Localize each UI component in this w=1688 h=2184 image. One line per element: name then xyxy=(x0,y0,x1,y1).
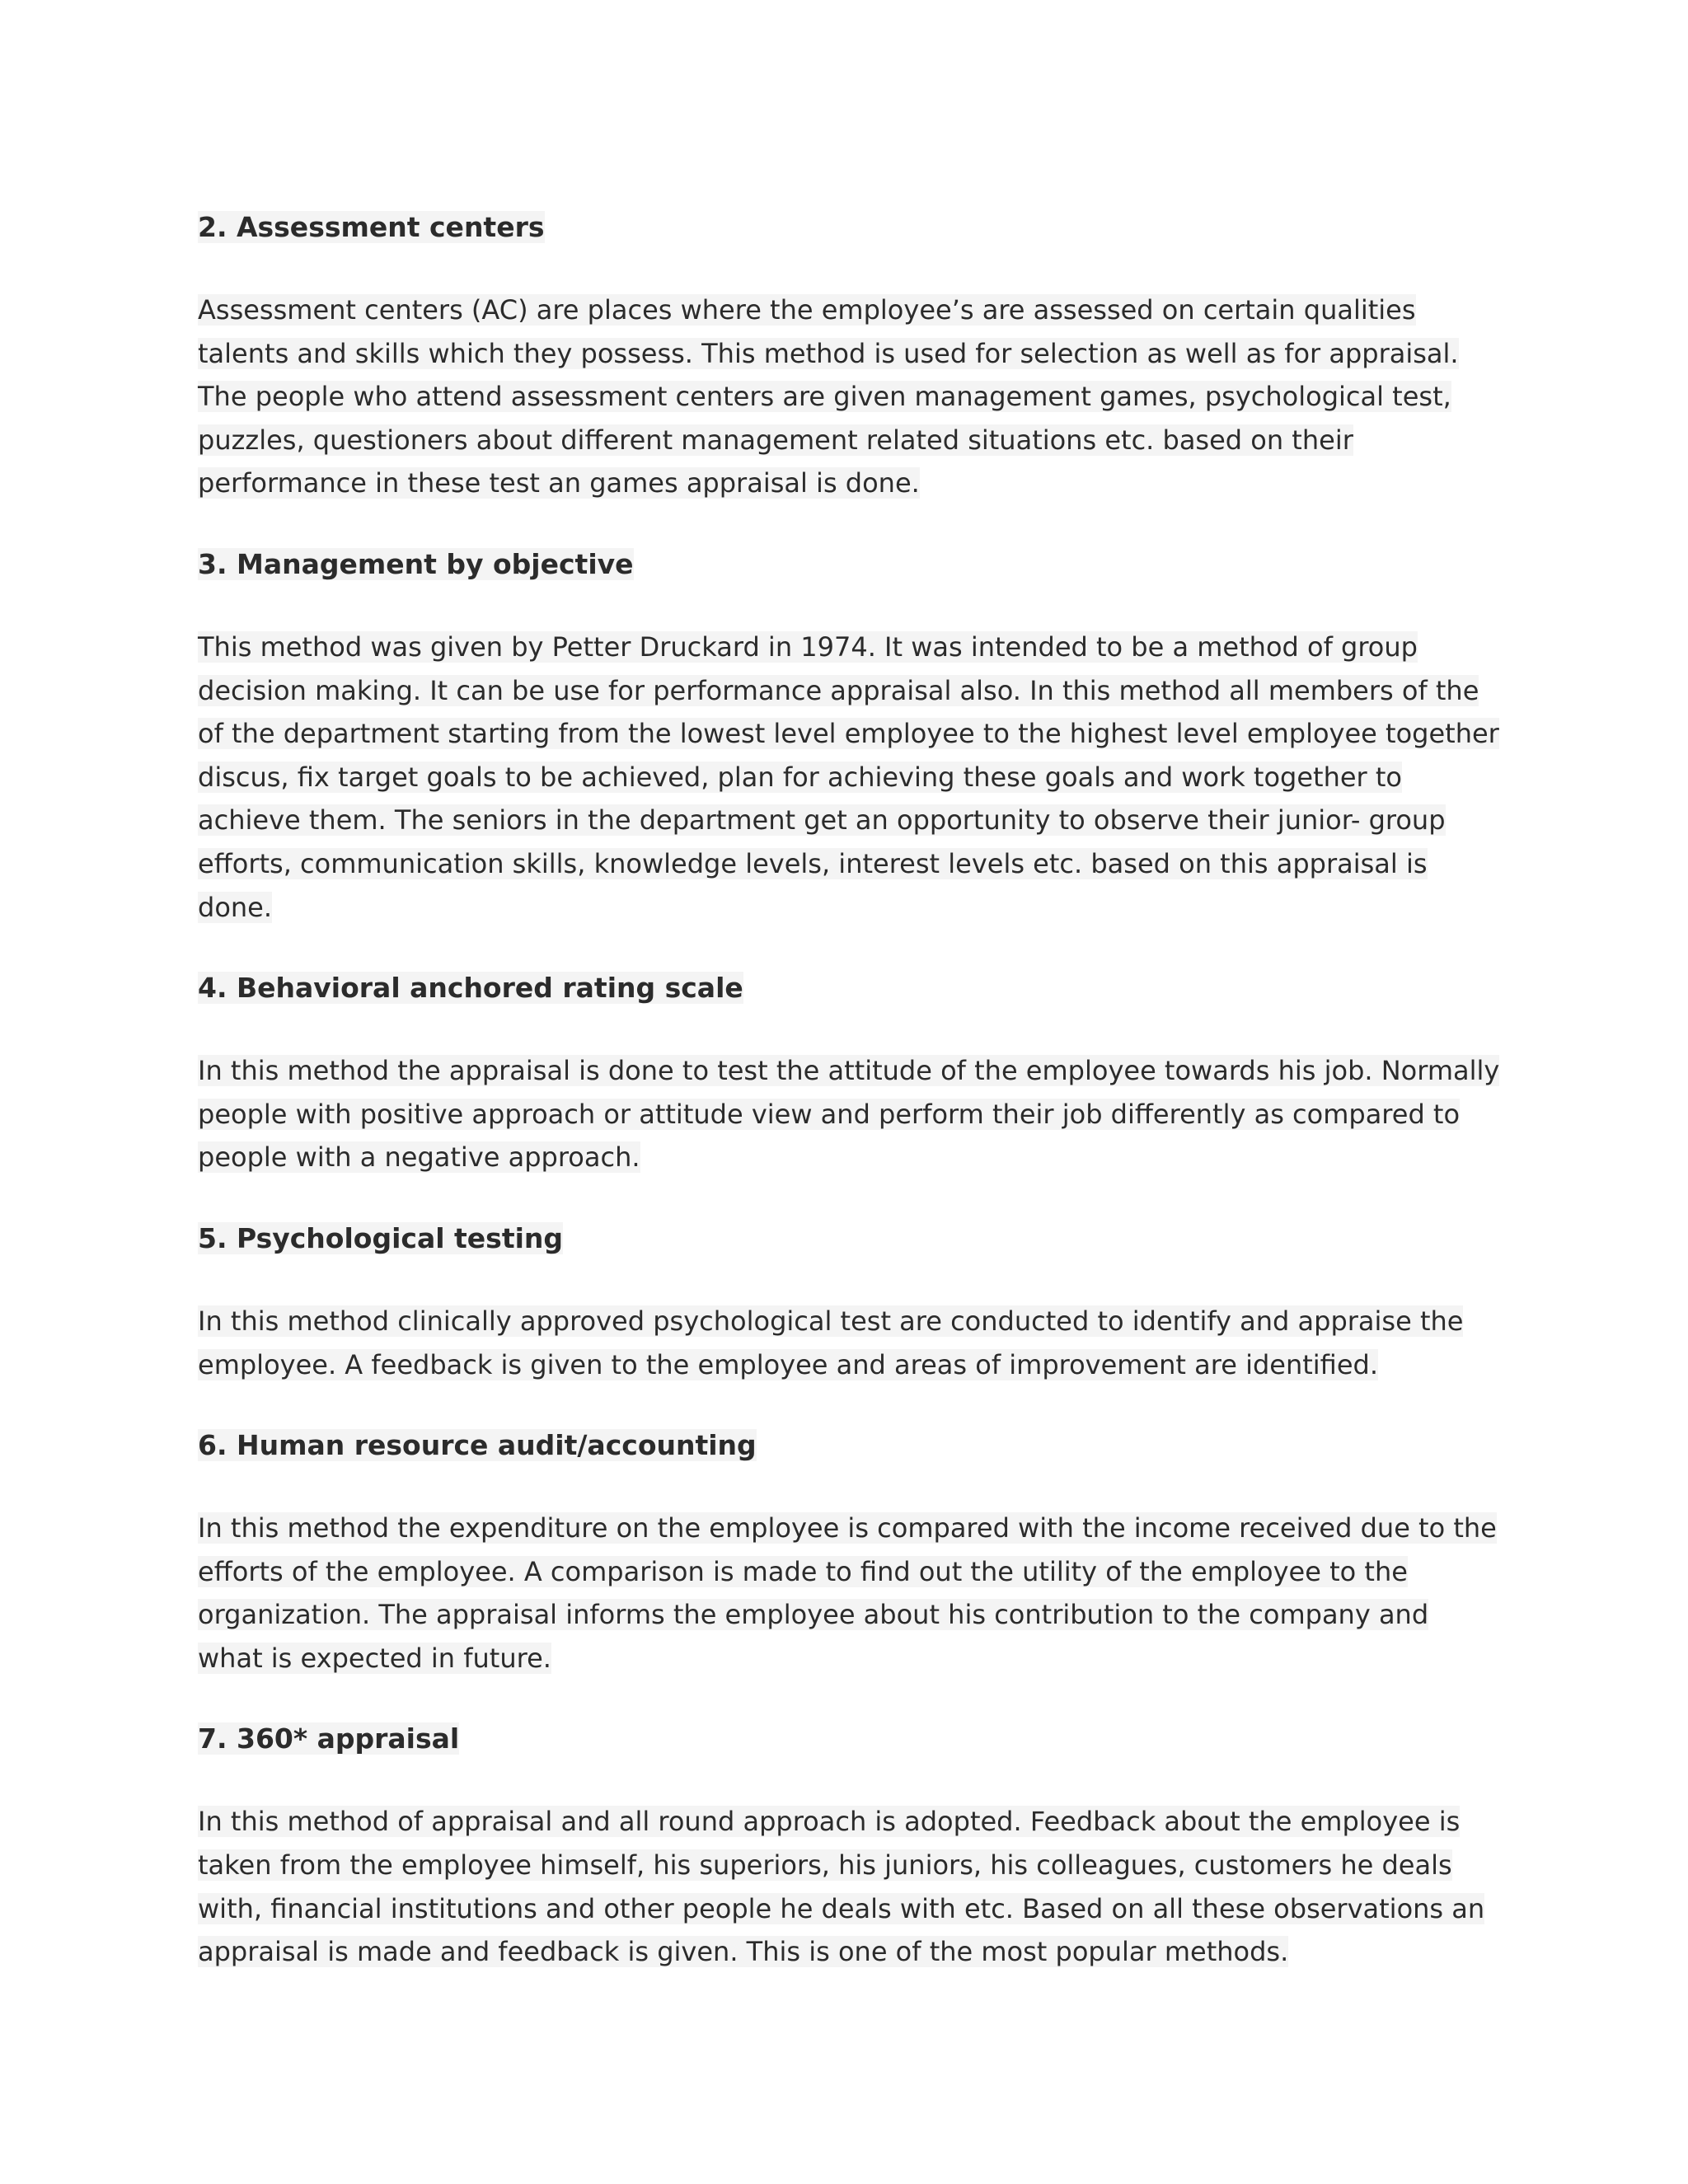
section-body-human-resource-audit: In this method the expenditure on the employee is compared with the income received due to the efforts of the employee. A comparison is made to find out the utility of the employee to the organization. The appraisal informs the employee about his contribution to the company and what is expected in future. xyxy=(198,1512,1497,1674)
section-heading-psychological-testing: 5. Psychological testing xyxy=(198,1221,564,1254)
section-heading-assessment-centers: 2. Assessment centers xyxy=(198,211,545,243)
section-heading-behavioral-anchored-rating-scale: 4. Behavioral anchored rating scale xyxy=(198,972,743,1005)
section-body-psychological-testing: In this method clinically approved psychological test are conducted to identify and appraise the employee. A feedback is given to the employee and areas of improvement are identified. xyxy=(198,1305,1464,1380)
section-body-behavioral-anchored-rating-scale: In this method the appraisal is done to test the attitude of the employee towards his job. Normally people with positive approach or attitude view and perform their job differently as compared to people with a negative approach. xyxy=(198,1055,1500,1174)
section-heading-human-resource-audit: 6. Human resource audit/accounting xyxy=(198,1429,757,1462)
section-body-assessment-centers: Assessment centers (AC) are places where the employee’s are assessed on certain qualities talents and skills which they possess. This method is used for selection as well as for appraisal. The people who attend assessment centers are given management games, psychological test, puzzles, questioners about different management related situations etc. based on their performance in these test an games appraisal is done. xyxy=(198,294,1459,499)
section-body-management-by-objective: This method was given by Petter Druckard in 1974. It was intended to be a method of group decision making. It can be use for performance appraisal also. In this method all members of the of the department starting from the lowest level employee to the highest level employee together discus, fix target goals to be achieved, plan for achieving these goals and work together to achieve them. The seniors in the department get an opportunity to observe their junior- group efforts, communication skills, knowledge levels, interest levels etc. based on this appraisal is done. xyxy=(198,630,1499,923)
document-content xyxy=(198,206,1500,2012)
section-heading-360-appraisal: 7. 360* appraisal xyxy=(198,1722,460,1755)
section-heading-management-by-objective: 3. Management by objective xyxy=(198,547,634,580)
section-body-360-appraisal: In this method of appraisal and all round approach is adopted. Feedback about the employee is taken from the employee himself, his superiors, his juniors, his colleagues, customers he deals with, financial institutions and other people he deals with etc. Based on all these observations an appraisal is made and feedback is given. This is one of the most popular methods. xyxy=(198,1806,1485,1968)
